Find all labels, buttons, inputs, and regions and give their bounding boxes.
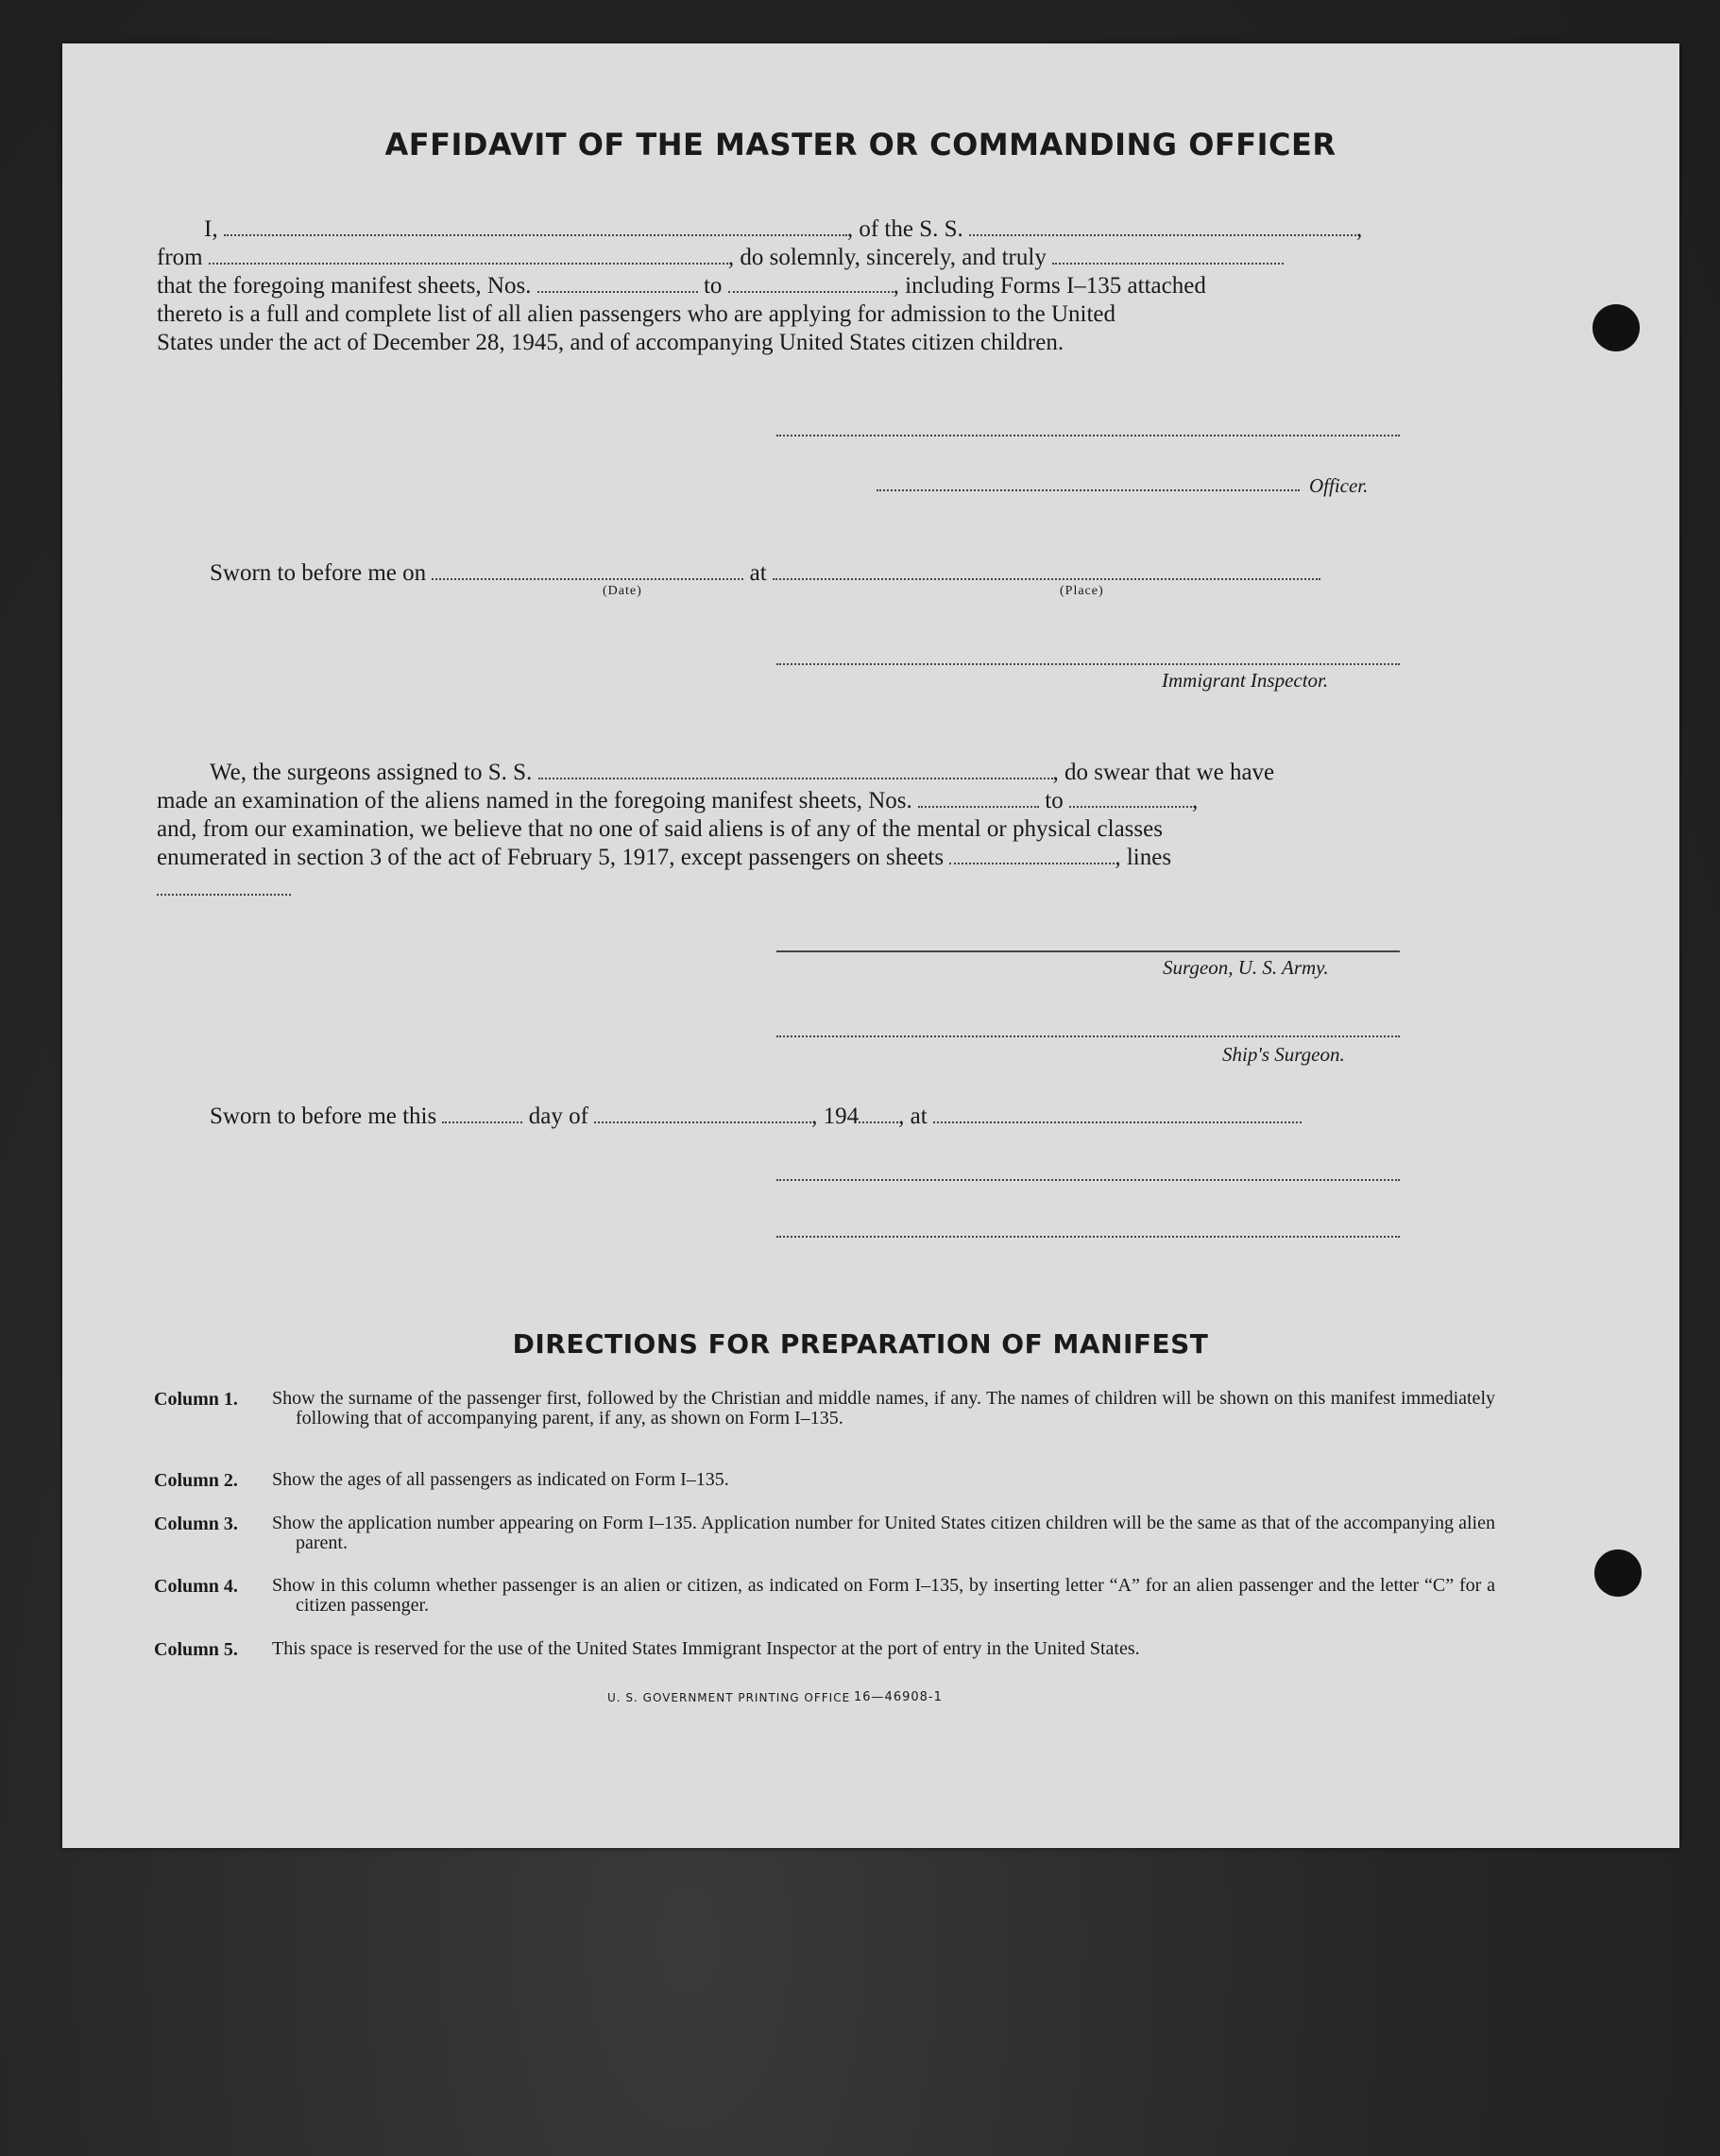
surgeons-line-3: and, from our examination, we believe that no one of said aliens is of any of the mental or physical classes [157,816,1163,842]
punch-hole-top [1592,304,1640,351]
signature-line-1[interactable] [776,435,1400,436]
surgeons-sheet-to-field[interactable] [1069,787,1192,808]
affidavit-line-4: thereto is a full and complete list of all alien passengers who are applying for admission to the United [157,301,1116,327]
surgeons-line-2: made an examination of the aliens named in the foregoing manifest sheets, Nos. to , [157,788,1199,813]
column-4-label: Column 4. [154,1576,238,1597]
form-code: 16—46908-1 [854,1690,943,1704]
affidavit-line-3: that the foregoing manifest sheets, Nos. to , including Forms I–135 attached [157,273,1206,299]
army-surgeon-signature-line[interactable] [776,950,1400,952]
sworn-place-field[interactable] [773,559,1320,580]
column-4-text: Show in this column whether passenger is an alien or citizen, as indicated on Form I–135, by inserting letter “A” for an alien passenger and the letter “C” for a citizen passenger. [272,1575,1495,1616]
ship-name-field[interactable] [969,215,1356,236]
ship-surgeon-signature-line[interactable] [776,1035,1400,1037]
sworn-line-2: Sworn to before me this day of , 194 , at [210,1103,1302,1131]
affidavit-line-2: from , do solemnly, sincerely, and truly [157,244,1284,272]
sworn-date-field[interactable] [432,559,743,580]
printer-imprint: U. S. GOVERNMENT PRINTING OFFICE [607,1691,851,1704]
place-caption: (Place) [1060,584,1104,598]
column-1-text: Show the surname of the passenger first, followed by the Christian and middle names, if any. The names of children will be shown on this manifest immediately following that of accompanying parent, if any, as shown on Form I–135. [272,1388,1495,1429]
surgeons-line-4: enumerated in section 3 of the act of February 5, 1917, except passengers on sheets , lines [157,845,1172,870]
year-digit-field[interactable] [859,1103,898,1123]
surgeons-ship-field[interactable] [538,759,1053,779]
officer-signature-line[interactable] [877,489,1300,491]
directions-title: DIRECTIONS FOR PREPARATION OF MANIFEST [512,1328,1209,1360]
date-caption: (Date) [603,584,642,598]
army-surgeon-label: Surgeon, U. S. Army. [1163,956,1329,979]
punch-hole-bottom [1594,1549,1642,1597]
ship-surgeon-label: Ship's Surgeon. [1222,1043,1345,1066]
column-5-text: This space is reserved for the use of the United States Immigrant Inspector at the port of entry in the United States. [272,1638,1140,1659]
sworn-place-field-2[interactable] [933,1103,1302,1123]
surgeons-sheet-from-field[interactable] [918,787,1039,808]
month-field[interactable] [594,1103,811,1123]
column-3-text: Show the application number appearing on Form I–135. Application number for United States citizen children will be the same as that of the accompanying alien parent. [272,1513,1495,1553]
affidavit-line-1: I, , of the S. S. , [204,216,1363,242]
column-2-text: Show the ages of all passengers as indicated on Form I–135. [272,1469,729,1490]
column-2-label: Column 2. [154,1470,238,1491]
column-1-label: Column 1. [154,1389,238,1410]
officer-label: Officer. [1309,474,1369,497]
affidavit-line-5: States under the act of December 28, 1945, and of accompanying United States citizen children. [157,330,1064,355]
column-3-label: Column 3. [154,1514,238,1534]
sheet-from-field[interactable] [537,272,698,293]
signature-line-2[interactable] [776,1179,1400,1181]
affidavit-title: AFFIDAVIT OF THE MASTER OR COMMANDING OFFICER [384,127,1337,163]
from-port-field[interactable] [209,244,728,265]
form-sheet [62,43,1679,1848]
master-name-field[interactable] [224,215,847,236]
surgeons-line-1: We, the surgeons assigned to S. S. , do swear that we have [210,760,1275,785]
day-field[interactable] [442,1103,522,1123]
inspector-label: Immigrant Inspector. [1162,669,1329,692]
inspector-signature-line[interactable] [776,663,1400,665]
sworn-line-1: Sworn to before me on at [210,559,1320,588]
signature-line-3[interactable] [776,1236,1400,1238]
column-5-label: Column 5. [154,1639,238,1660]
sheet-to-field[interactable] [728,272,894,293]
oath-word-field[interactable] [1052,244,1284,265]
lines-field[interactable] [157,894,291,896]
except-sheets-field[interactable] [949,844,1115,864]
